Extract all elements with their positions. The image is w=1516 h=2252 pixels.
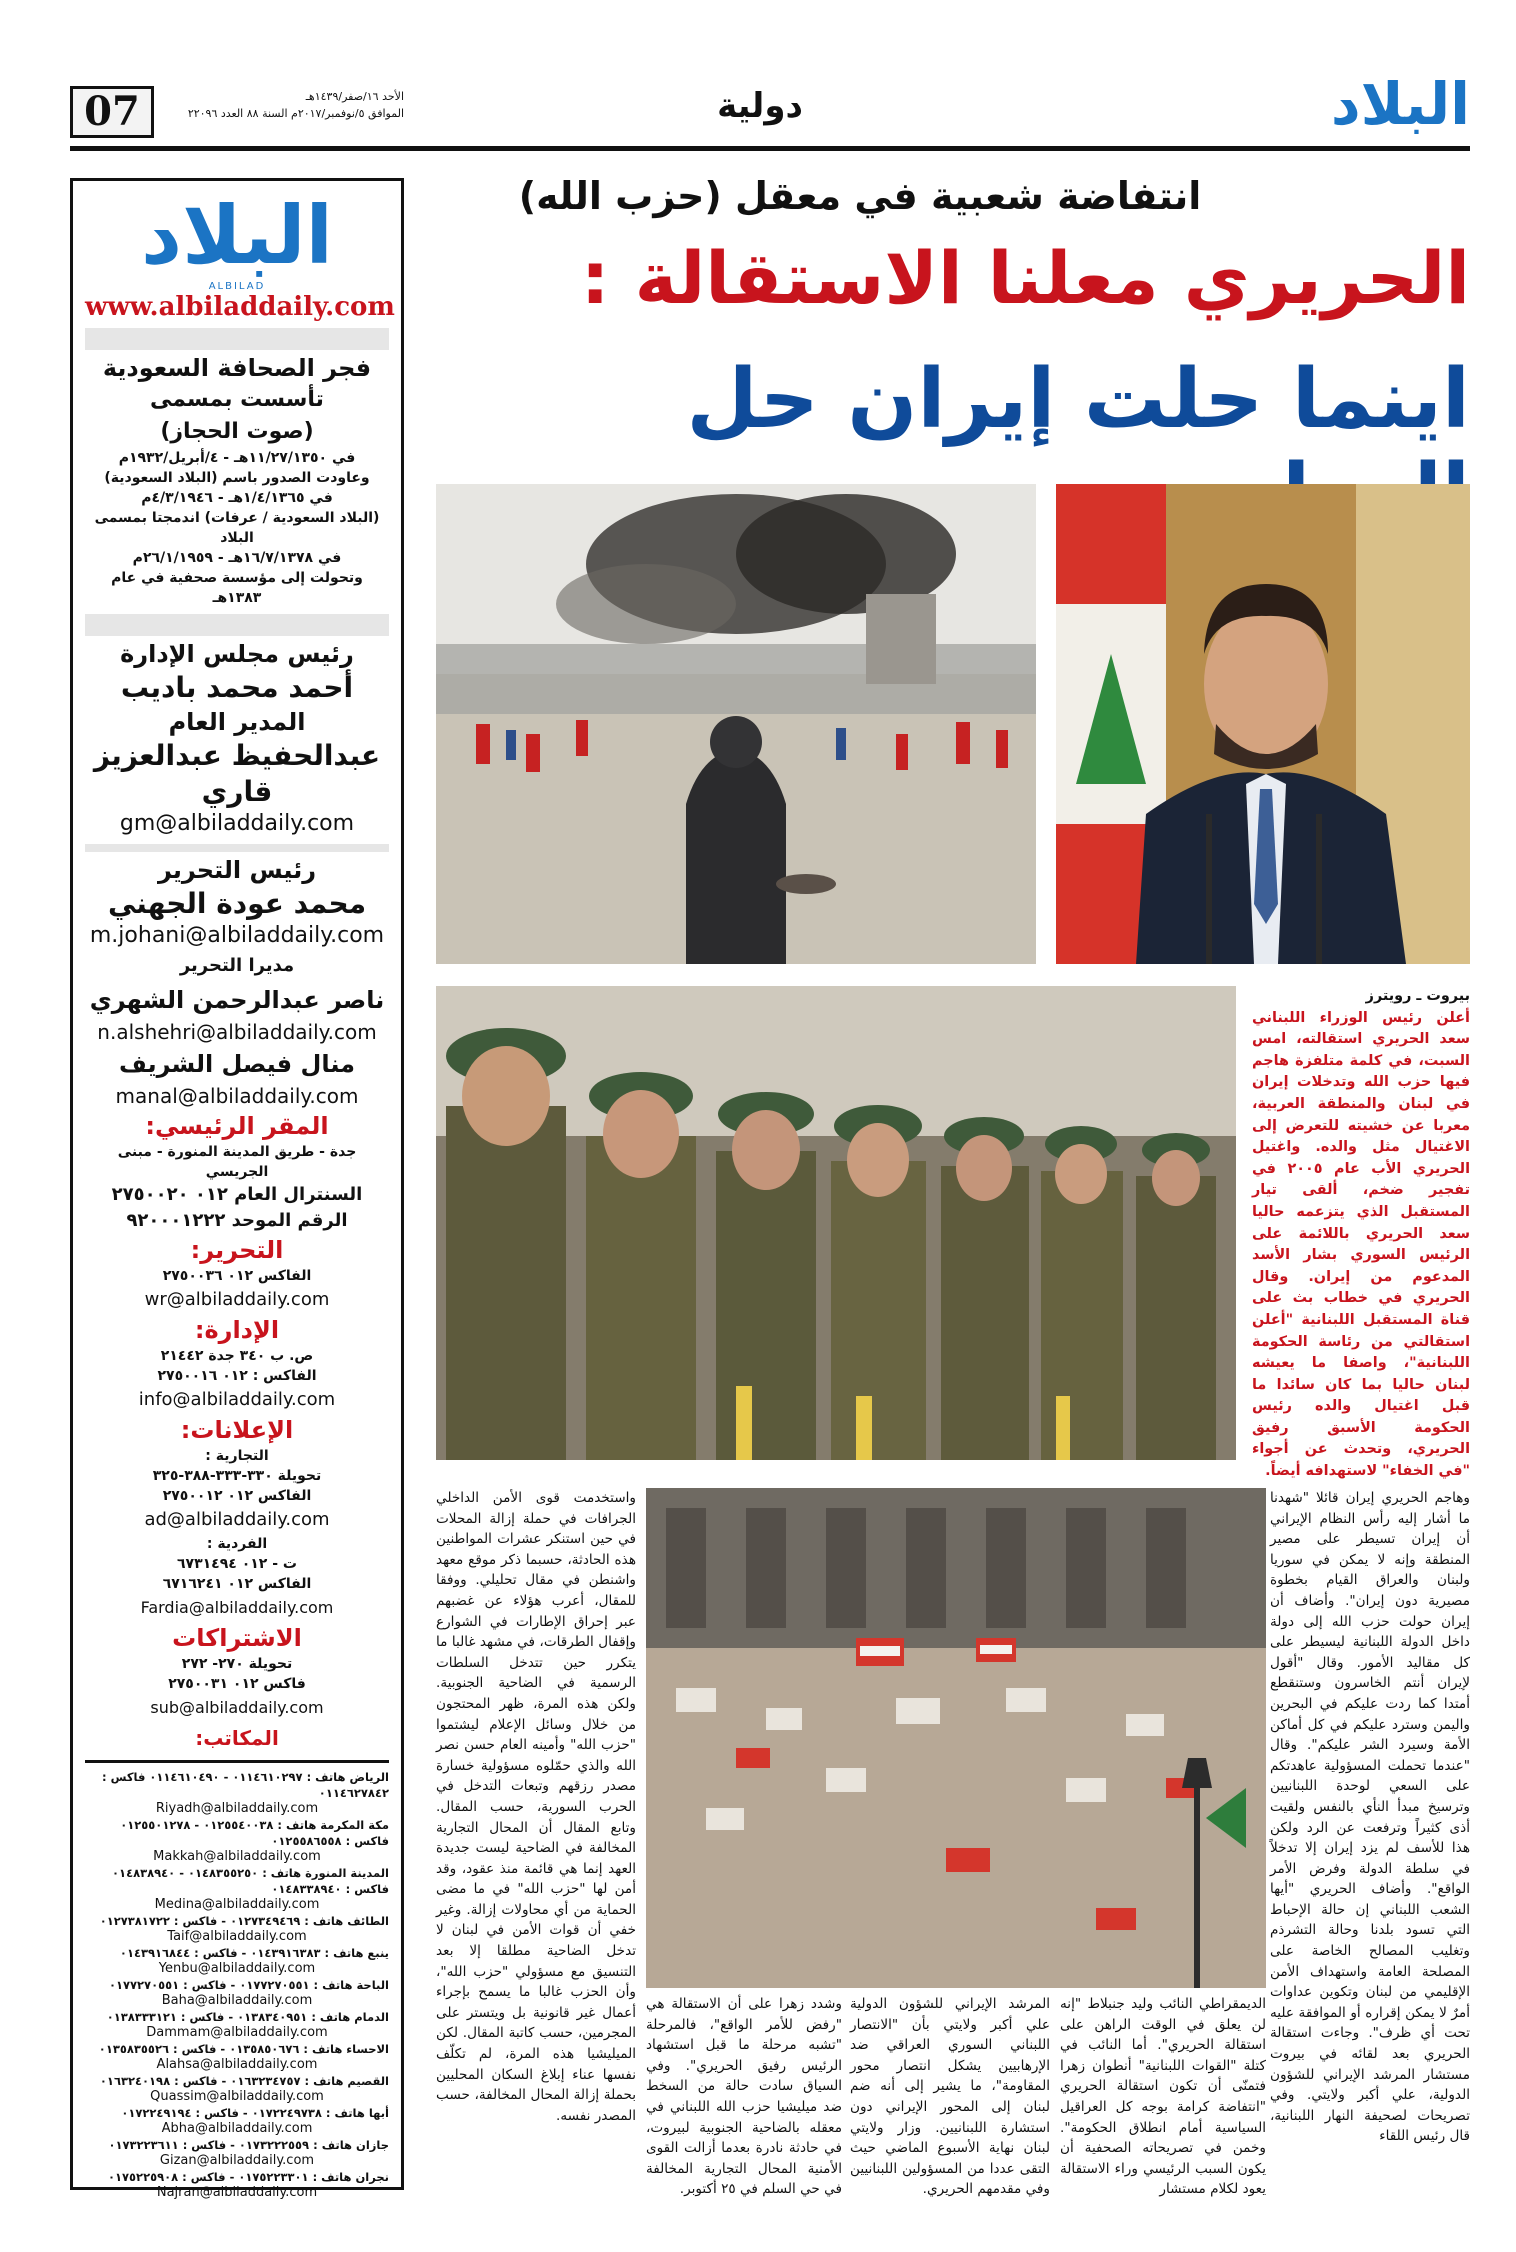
office-phones: ينبع هاتف : ٠١٤٣٩١٦٣٨٣ - فاكس : ٠١٤٣٩١٦٨٤٤: [119, 1946, 389, 1960]
chairman-name: أحمد محمد باديب: [120, 671, 354, 704]
office-entry: [85, 1945, 389, 1977]
history-line: وتحولت إلى مؤسسة صحفية في عام ١٣٨٣هـ: [111, 570, 363, 606]
masthead-sidebar: [70, 178, 404, 2200]
founding-title: فجر الصحافة السعودية: [102, 354, 372, 382]
managing-editor-1-email[interactable]: n.alshehri@albiladdaily.com: [97, 1020, 377, 1044]
offices-title: المكاتب:: [195, 1726, 279, 1750]
admin-email[interactable]: info@albiladdaily.com: [138, 1389, 336, 1410]
history-line: (البلاد السعودية / عرفات) اندمجتا بمسمى البلاد: [94, 510, 380, 546]
article-column-5: واستخدمت قوى الأمن الداخلي الجرافات في حملة إزالة المحلات في حين استنكر عشرات المواطنين هذه الحادثة، حسبما ذكر موقع معهد واشنطن في مقال تحليلي. ووفقا للمقال، أعرب هؤلاء عن غضبهم عبر إحراق الإطارات في الشوارع وإقفال الطرقات، في مشهد غالبا ما يتكرر حين تتدخل السلطات الرسمية في الضاحية الجنوبية. ولكن هذه المرة، ظهر المحتجون من خلال وسائل الإعلام ليشتموا "حزب الله" وأمينه العام حسن نصر الله والذي حمّلوه مسؤولية خسارة مصدر رزقهم وتبعات التدخل في الحرب السورية، حسب المقال. وتابع المقال أن المحال التجارية المخالفة في الضاحية ليست جديدة العهد إنما هي قائمة منذ عقود، وقد أمن لها "حزب الله" في ما مضى الحماية من أي محاولات إزالة. وغير خفي أن قوات الأمن في لبنان لا تدخل الضاحية مطلقا إلا بعد التنسيق مع مسؤولي "حزب الله"، وأن الحزب غالبا ما يسمح بإجراء أعمال غير قانونية بل ويتستر على المجرمين، حسب كاتبة المقال. لكن الميليشيا هذه المرة، لم تكلّف نفسها عناء إبلاغ السكان المحليين بحملة إزالة المحال المخالفة، حسب المصدر نفسه.: [436, 1490, 636, 2124]
ads-commercial: التجارية :: [205, 1448, 269, 1464]
sidebar-band: [85, 844, 389, 852]
gm-title: المدير العام: [168, 708, 306, 736]
protest-smoke-photo: [436, 484, 1036, 964]
ads-fax: الفاكس ٠١٢ ٢٧٥٠٠١٢: [162, 1488, 312, 1504]
office-email[interactable]: Makkah@albiladdaily.com: [153, 1849, 321, 1864]
office-entry: [85, 2137, 389, 2169]
gm-name: عبدالحفيظ عبدالعزيز قاري: [93, 739, 381, 808]
office-phones: الدمام هاتف : ٠١٣٨٣٤٠٩٥١ - فاكس : ٠١٣٨٣٣٣١٢١: [106, 2010, 389, 2024]
office-entry: [85, 2041, 389, 2073]
office-email[interactable]: Medina@albiladdaily.com: [154, 1897, 320, 1912]
office-email[interactable]: Quassim@albiladdaily.com: [150, 2089, 324, 2104]
headline-main-red: الحريري معلنا الاستقالة :: [580, 236, 1470, 320]
sidebar-logo-latin: ALBILAD: [208, 281, 266, 292]
admin-title: الإدارة:: [194, 1316, 280, 1344]
office-email[interactable]: Dammam@albiladdaily.com: [146, 2025, 328, 2040]
managing-editor-1: ناصر عبدالرحمن الشهري: [89, 986, 385, 1014]
article-column-4: وشدد زهرا على أن الاستقالة هي "رفض للأمر الواقع"، فالمرحلة "تشبه مرحلة ما قبل استشهاد الرئيس رفيق الحريري". وفي السياق سادت حالة من السخط ضد ميليشيا حزب الله اللبناني في معقله بالضاحية الجنوبية لبيروت، في حادثة نادرة بعدما أزالت القوى الأمنية المحال التجارية المخالفة في حي السلم في ٢٥ أكتوبر.: [646, 1996, 842, 2198]
ads-email[interactable]: ad@albiladdaily.com: [144, 1509, 330, 1530]
lead-paragraph: [1252, 986, 1470, 1483]
office-email[interactable]: Alahsa@albiladdaily.com: [156, 2057, 318, 2072]
office-phones: جازان هاتف : ٠١٧٣٢٢٢٥٥٩ - فاكس : ٠١٧٣٢٢٣٦١١: [108, 2138, 389, 2152]
article-column-1: وهاجم الحريري إيران قائلا "شهدنا ما أشار إليه رأس النظام الإيراني أن إيران تسيطر على مصير المنطقة وإنه لا يمكن في سوريا ولبنان والعراق القيام بخطوة مصيرية دون إيران". وأضاف أن إيران حولت حزب الله إلى دولة داخل الدولة اللبنانية ليسيطر على كل مقاليد الأمور. وقال "أقول لإيران أنتم الخاسرون وستنقطع أمتدا كما ردت عليكم في البحرين واليمن وسترد عليكم في كل أماكن الأمة وسيرد الشر عليكم". وقال "عندما تحملت المسؤولية عاهدتكم على السعي لوحدة اللبنانيين وترسيخ مبدأ النأي بالنفس ولقيت أذى كثيراً وترفعت عن الرد ولكن هذا للأسف لم يزد إيران إلا تدخلاً في سلطة الدولة وفرض الأمر الواقع". وأضاف الحريري "أيها الشعب اللبناني إن حالة الإحباط التي تسود بلدنا وحالة التشرذم وتغليب المصالح الخاصة على المصلحة العامة واستهداف الأمن الإقليمي من لبنان وتكوين عداوات أمرٌ لا يمكن إقراره أو الموافقة عليه تحت أي ظرف". وجاءت استقالة الحريري بعد لقائه في بيروت مستشار المرشد الإيراني للشؤون الدولية، علي أكبر ولايتي. وفي تصريحات لصحيفة النهار اللبنانية، قال رئيس اللقاء: [1270, 1490, 1470, 2145]
office-email[interactable]: Taif@albiladdaily.com: [167, 1929, 307, 1944]
hq-unified-number: الرقم الموحد ٩٢٠٠٠١٢٢٢: [126, 1210, 348, 1231]
office-phones: أبها هاتف : ٠١٧٢٢٤٩٧٣٨ - فاكس : ٠١٧٢٢٤٩١٩٤: [121, 2106, 389, 2120]
editorial-title: التحرير:: [190, 1236, 284, 1264]
office-entry: [85, 1769, 389, 1817]
office-entry: [85, 1865, 389, 1913]
office-entry: [85, 2169, 389, 2201]
ads-individual-fax: الفاكس ٠١٢ ٦٧١٦٢٤١: [162, 1576, 312, 1592]
article-column-3: المرشد الإيراني للشؤون الدولية علي أكبر ولايتي بأن "الانتصار اللبناني السوري العراقي ضد الإرهابيين يشكل انتصار محور المقاومة"، ما يشير إلى أنه ضم لبنان إلى المحور الإيراني دون استشارة اللبنانيين. وزار ولايتي لبنان نهاية الأسبوع الماضي حيث التقى عددا من المسؤولين اللبنانيين وفي مقدمهم الحريري.: [850, 1996, 1050, 2198]
website-link[interactable]: www.albiladdaily.com: [85, 292, 395, 322]
ads-extension: تحويلة ٣٣٠-٣٣٣-٣٨٨-٣٢٥: [152, 1468, 322, 1484]
founded-as: تأسست بمسمى: [150, 387, 324, 412]
office-email[interactable]: Baha@albiladdaily.com: [161, 1993, 313, 2008]
office-email[interactable]: Abha@albiladdaily.com: [161, 2121, 313, 2136]
ads-title: الإعلانات:: [180, 1416, 294, 1444]
editor-name: محمد عودة الجهني: [107, 887, 367, 920]
subscriptions-extension: تحويلة ٢٧٠- ٢٧٢: [181, 1656, 293, 1672]
protest-crowd-photo: [646, 1488, 1266, 1988]
office-email[interactable]: Gizan@albiladdaily.com: [159, 2153, 315, 2168]
office-email[interactable]: Riyadh@albiladdaily.com: [155, 1801, 319, 1816]
sidebar-band: [85, 614, 389, 636]
header-rule: [70, 146, 1470, 151]
history-line: وعاودت الصدور باسم (البلاد السعودية): [104, 470, 370, 486]
history-line: في ١٦/٧/١٣٧٨هـ - ٢٦/١/١٩٥٩م: [132, 550, 342, 566]
date-line-gregorian: الموافق ٥/نوفمبر/٢٠١٧م السنة ٨٨ العدد ٢٢٠٩٦: [187, 107, 404, 120]
office-email[interactable]: Yenbu@albiladdaily.com: [158, 1961, 316, 1976]
office-phones: مكة المكرمة هاتف : ٠١٢٥٥٤٠٠٣٨ - ٠١٢٥٥٠١٢٧٨ فاكس : ٠١٢٥٥٨٦٥٥٨: [120, 1818, 389, 1848]
article-column-2: الديمقراطي النائب وليد جنبلاط "إنه لن يعلق في الوقت الراهن على استقالة الحريري". أما النائب في كتلة "القوات اللبنانية" أنطوان زهرا فتمنّى أن تكون استقالة الحريري "انتفاضة كرامة بوجه كل العراقيل السياسية أمام انطلاق الحكومة". وخمن في تصريحاته الصحفية أن يكون السبب الرئيسي وراء الاستقالة يعود لكلام مستشار: [1060, 1996, 1266, 2198]
hariri-portrait-photo: [1056, 484, 1470, 964]
managing-editor-2-email[interactable]: manal@albiladdaily.com: [115, 1084, 359, 1108]
office-phones: القصيم هاتف : ٠١٦٣٢٣٤٧٥٧ - فاكس : ٠١٦٣٢٤٠١٩٨: [99, 2074, 389, 2088]
ads-individual: الفردية :: [206, 1536, 268, 1552]
chairman-title: رئيس مجلس الإدارة: [120, 640, 354, 668]
office-phones: المدينة المنورة هاتف : ٠١٤٨٣٥٥٢٥٠ - ٠١٤٨٣٨٩٤٠ فاكس : ٠١٤٨٣٣٨٩٤٠: [112, 1866, 389, 1896]
hq-address: جدة - طريق المدينة المنورة - مبنى الجريسي: [117, 1144, 357, 1180]
headline-kicker: انتفاضة شعبية في معقل (حزب الله): [518, 174, 1202, 218]
office-entry: [85, 1977, 389, 2009]
subscriptions-title: الاشتراكات: [172, 1624, 302, 1652]
office-entry: [85, 2073, 389, 2105]
dateline: بيروت ـ رويترز: [1365, 988, 1470, 1004]
lead-text: أعلن رئيس الوزراء اللبناني سعد الحريري استقالته، امس السبت، في كلمة متلفزة هاجم فيها حزب الله وتدخلات إيران في لبنان والمنطقة العربية، معربا عن خشيته للتعرض إلى الاغتيال مثل والده. واغتيل الحريري الأب عام ٢٠٠٥ في تفجير ضخم، ألقى تيار المستقبل الذي يتزعمه حاليا سعد الحريري باللائمة على الرئيس السوري بشار الأسد المدعوم من إيران. وقال الحريري في خطاب بث على قناة المستقبل اللبنانية "أعلن استقالتي من رئاسة الحكومة اللبنانية"، واصفا ما يعيشه لبنان حاليا بما كان سائدا ما قبل اغتيال والده رئيس الحكومة الأسبق رفيق الحريري، وتحدث عن أجواء "في الخفاء" لاستهدافه أيضاً.: [1252, 1009, 1471, 1480]
office-phones: الطائف هاتف : ٠١٢٧٣٤٩٤٦٩ - فاكس : ٠١٢٧٣٨١٧٢٢: [99, 1914, 389, 1928]
editor-title: رئيس التحرير: [157, 856, 317, 884]
subscriptions-email[interactable]: sub@albiladdaily.com: [150, 1698, 324, 1717]
editorial-email[interactable]: wr@albiladdaily.com: [144, 1289, 330, 1310]
history-line: في ١/٤/١٣٦٥هـ - ٤/٣/١٩٤٦م: [141, 490, 333, 506]
subscriptions-fax: فاكس ٠١٢ ٢٧٥٠٠٣١: [168, 1676, 306, 1692]
editorial-fax: الفاكس ٠١٢ ٢٧٥٠٠٣٦: [162, 1268, 312, 1284]
ads-individual-tel: ت - ٠١٢ ٦٧٣١٤٩٤: [177, 1556, 297, 1572]
office-entry: [85, 2009, 389, 2041]
offices-divider: [85, 1760, 389, 1763]
sidebar-band: [85, 328, 389, 350]
office-email[interactable]: Najran@albiladdaily.com: [156, 2185, 318, 2200]
soldiers-lineup-photo: [436, 986, 1236, 1460]
hq-switchboard: السنترال العام ٠١٢ ٢٧٥٠٠٢٠: [111, 1184, 363, 1205]
office-entry: [85, 2105, 389, 2137]
office-entry: [85, 1817, 389, 1865]
sidebar-logo: البلاد: [141, 189, 333, 282]
hq-title: المقر الرئيسي:: [145, 1112, 329, 1140]
admin-po-box: ص. ب ٣٤٠ جدة ٢١٤٤٢: [160, 1348, 314, 1364]
founded-name: (صوت الحجاز): [160, 419, 314, 444]
ads-individual-email[interactable]: Fardia@albiladdaily.com: [140, 1598, 334, 1617]
managing-editors-title: مديرا التحرير: [179, 955, 295, 976]
editor-email[interactable]: m.johani@albiladdaily.com: [89, 923, 385, 948]
office-phones: الاحساء هاتف : ٠١٣٥٨٥٠٦٧٦ - فاكس : ٠١٣٥٨٣٥٥٢٦: [98, 2042, 389, 2056]
issue-date: [164, 88, 404, 122]
office-phones: نجران هاتف : ٠١٧٥٢٢٣٣٠١ - فاكس : ٠١٧٥٢٢٥٩٠٨: [107, 2170, 389, 2184]
gm-email[interactable]: gm@albiladdaily.com: [119, 811, 355, 836]
masthead-logo: البلاد: [1330, 70, 1470, 138]
headline-main-blue: اينما حلت إيران حل: [686, 352, 1470, 447]
date-line-hijri: الأحد ١٦/صفر/١٤٣٩هـ: [305, 90, 404, 103]
admin-fax: الفاكس : ٠١٢ ٢٧٥٠٠١٦: [157, 1368, 317, 1384]
section-title: دولية: [717, 86, 803, 126]
managing-editor-2: منال فيصل الشريف: [119, 1050, 355, 1078]
office-phones: الباحة هاتف : ٠١٧٧٢٧٠٥٥١ - فاكس : ٠١٧٧٢٧٠٥٥١: [108, 1978, 389, 1992]
office-entry: [85, 1913, 389, 1945]
page-number: 07: [70, 86, 154, 138]
office-phones: الرياض هاتف : ٠١١٤٦١٠٢٩٧ - ٠١١٤٦١٠٤٩٠ فاكس : ٠١١٤٦٢٧٨٤٢: [101, 1770, 389, 1800]
history-line: في ١١/٢٧/١٣٥٠هـ - ٤/أبريل/١٩٣٢م: [118, 450, 356, 466]
